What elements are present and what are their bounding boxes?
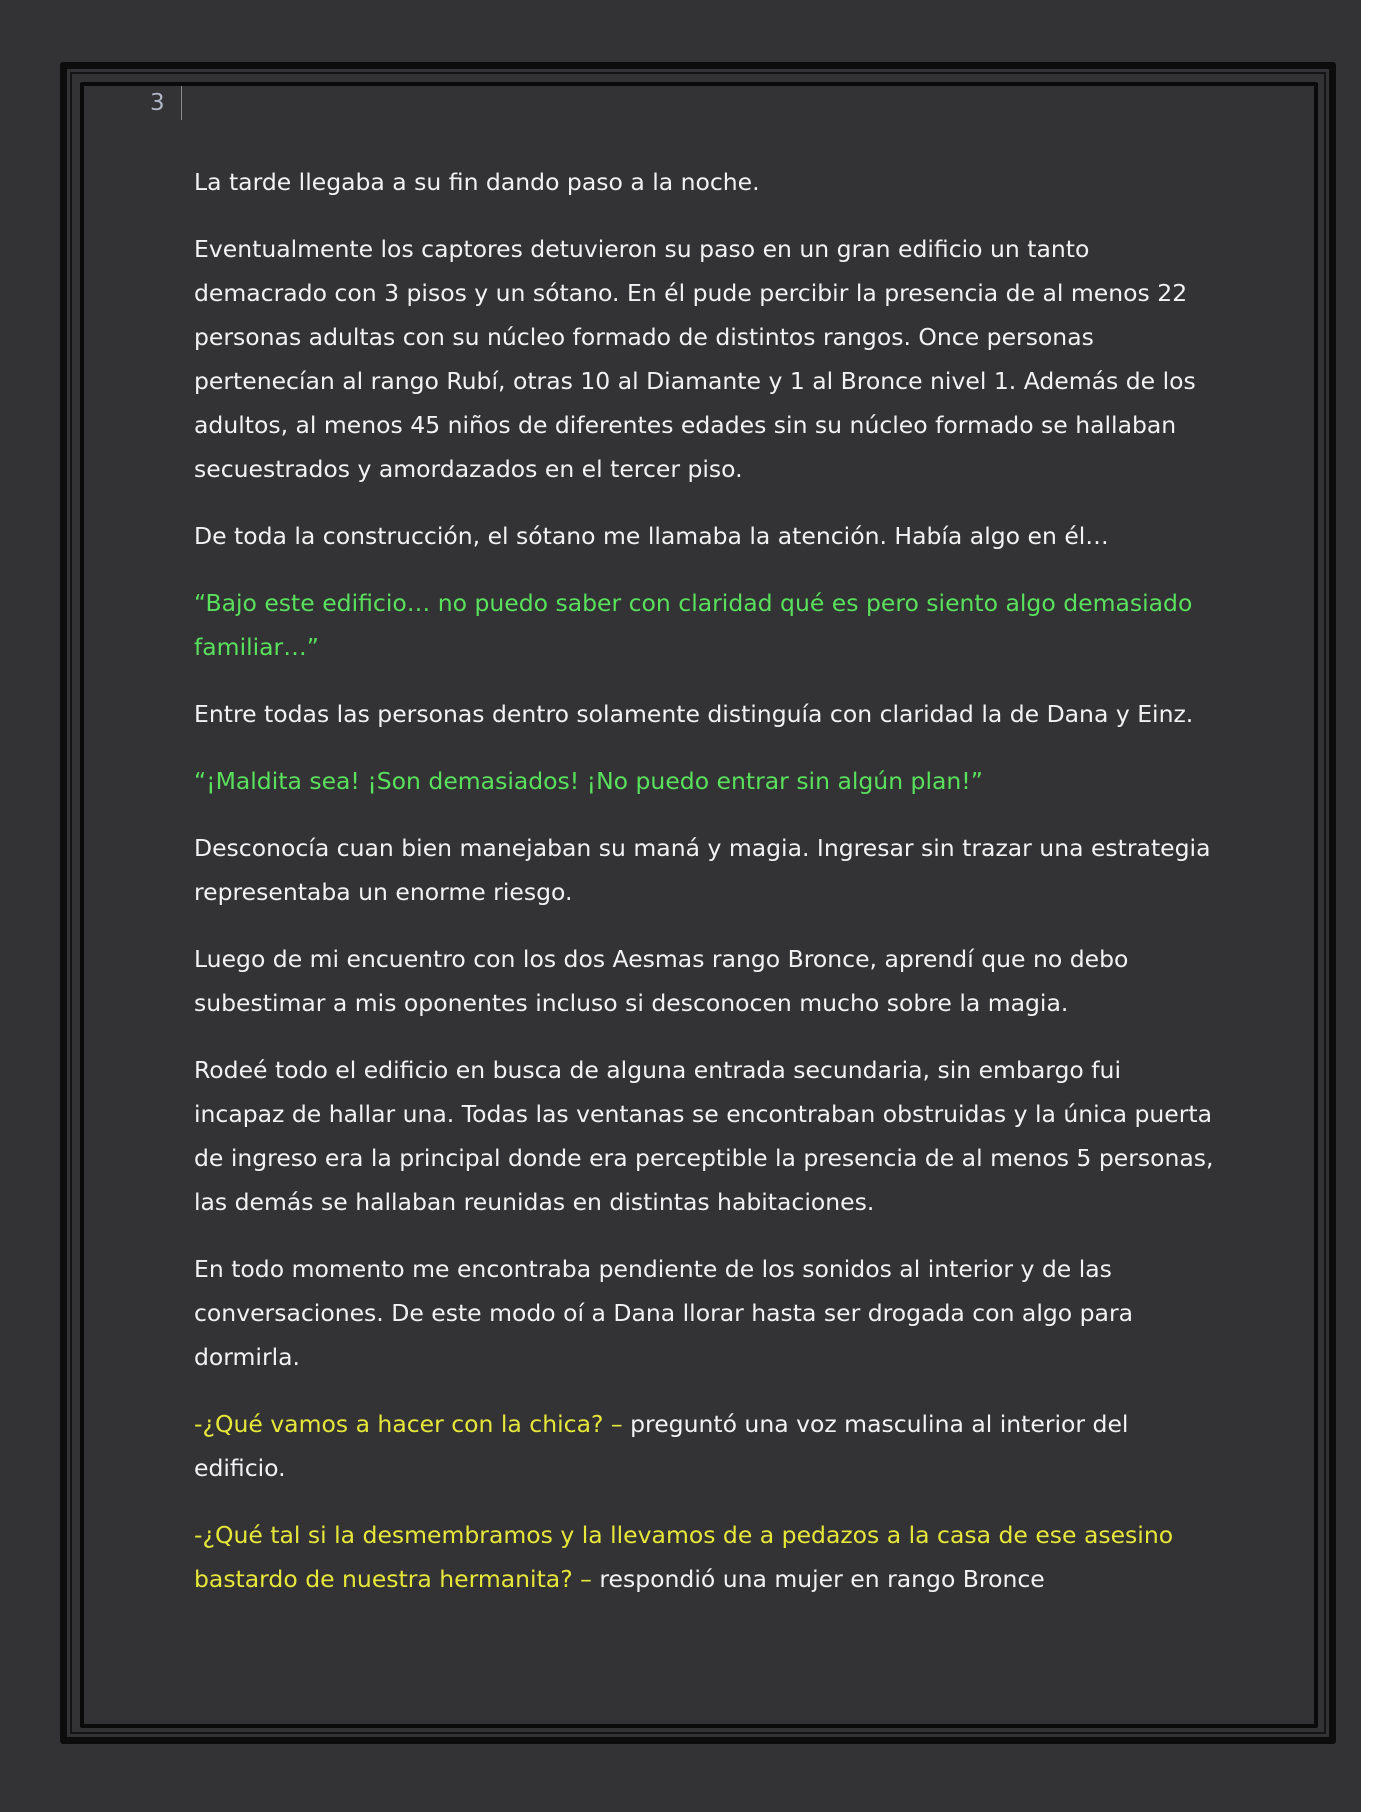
page-number: 3: [150, 90, 165, 116]
story-text: [194, 160, 1214, 1624]
dialogue-tag: respondió una mujer en rango Bronce: [591, 1565, 1045, 1593]
narration-paragraph: Eventualmente los captores detuvieron su paso en un gran edificio un tanto demacrado con 3 pisos y un sótano. En él pude percibir la presencia de al menos 22 personas adultas con su núcleo formado de distintos rangos. Once personas pertenecían al rango Rubí, otras 10 al Diamante y 1 al Bronce nivel 1. Además de los adultos, al menos 45 niños de diferentes edades sin su núcleo formado se hallaban secuestrados y amordazados en el tercer piso.: [194, 235, 1196, 483]
narration-paragraph: De toda la construcción, el sótano me llamaba la atención. Había algo en él…: [194, 522, 1109, 550]
narration-paragraph: La tarde llegaba a su fin dando paso a la noche.: [194, 168, 760, 196]
dialogue-line: -¿Qué vamos a hacer con la chica? –: [194, 1410, 623, 1438]
page-number-divider: [181, 86, 182, 120]
thought-paragraph: “Bajo este edificio… no puedo saber con claridad qué es pero siento algo demasiado familiar…”: [194, 589, 1193, 661]
narration-paragraph: Desconocía cuan bien manejaban su maná y magia. Ingresar sin trazar una estrategia representaba un enorme riesgo.: [194, 834, 1211, 906]
narration-paragraph: En todo momento me encontraba pendiente de los sonidos al interior y de las conversaciones. De este modo oí a Dana llorar hasta ser drogada con algo para dormirla.: [194, 1255, 1134, 1371]
narration-paragraph: Luego de mi encuentro con los dos Aesmas rango Bronce, aprendí que no debo subestimar a mis oponentes incluso si desconocen mucho sobre la magia.: [194, 945, 1129, 1017]
dialogue-tag: preguntó una voz masculina al interior del edificio.: [194, 1410, 1129, 1482]
narration-paragraph: Rodeé todo el edificio en busca de alguna entrada secundaria, sin embargo fui incapaz de hallar una. Todas las ventanas se encontraban obstruidas y la única puerta de ingreso era la principal donde era perceptible la presencia de al menos 5 personas, las demás se hallaban reunidas en distintas habitaciones.: [194, 1056, 1214, 1216]
dialogue-paragraph: [194, 1513, 1214, 1601]
dialogue-paragraph: [194, 1402, 1214, 1490]
dialogue-line: -¿Qué tal si la desmembramos y la llevamos de a pedazos a la casa de ese asesino bastardo de nuestra hermanita? –: [194, 1521, 1174, 1593]
narration-paragraph: Entre todas las personas dentro solamente distinguía con claridad la de Dana y Einz.: [194, 700, 1194, 728]
thought-paragraph: “¡Maldita sea! ¡Son demasiados! ¡No puedo entrar sin algún plan!”: [194, 767, 983, 795]
